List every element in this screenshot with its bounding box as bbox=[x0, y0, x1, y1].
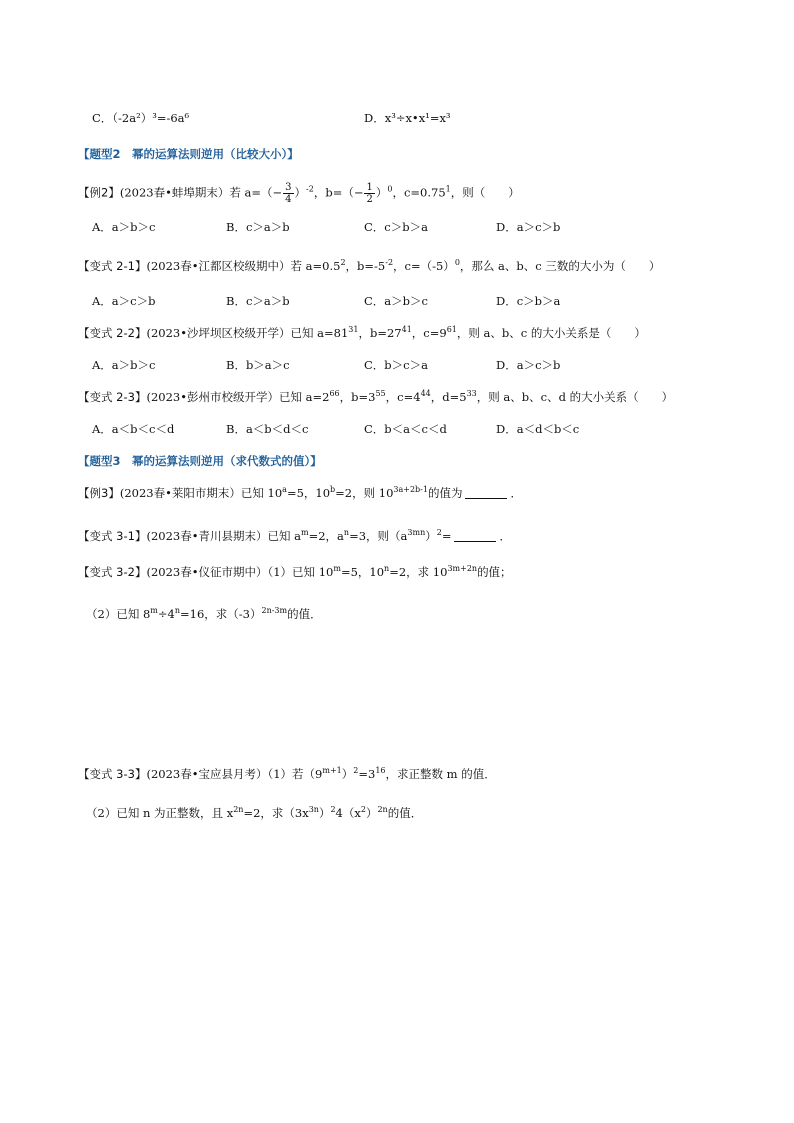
section-title-type3: 【题型3 幂的运算法则逆用（求代数式的值）】 bbox=[78, 454, 322, 468]
variant-3-3-part-2: （2）已知 n 为正整数，且 $x^{2n}=2$，求$(3x^{3n})^24(x^2)^{2n}$的值． bbox=[86, 805, 423, 820]
variant-2-2-option-c: C．b＞c＞a bbox=[364, 358, 428, 372]
variant-3-2-stem: 【变式 3-2】(2023春•仪征市期中）（1）已知 $10^m=5$，$10^n=2$，求 $10^{3m+2n}$的值； bbox=[78, 564, 512, 579]
variant-2-1-label: 【变式 2-1】 bbox=[78, 259, 147, 273]
fraction-one-half: $\frac{1}{2}$ bbox=[366, 182, 373, 205]
variant-2-3-label: 【变式 2-3】 bbox=[78, 390, 147, 404]
variant-2-3-option-c: C．b＜a＜c＜d bbox=[364, 422, 447, 436]
variant-2-2-option-b: B．b＞a＞c bbox=[226, 358, 290, 372]
section-title-type2: 【题型2 幂的运算法则逆用（比较大小）】 bbox=[78, 147, 299, 161]
example-2-source: (2023春•蚌埠期末） bbox=[119, 185, 230, 200]
answer-blank[interactable] bbox=[465, 486, 507, 499]
answer-blank[interactable] bbox=[454, 529, 496, 542]
example-2-option-a: A．a＞b＞c bbox=[92, 220, 156, 234]
variant-2-2-stem: 【变式 2-2】(2023•沙坪坝区校级开学）已知 $a=81^{31}$，$b=27^{41}$，$c=9^{61}$，则 a、b、c 的大小关系是（ ） bbox=[78, 325, 646, 340]
prev-option-c: C．（-2a²）³=-6a⁶ bbox=[92, 111, 190, 125]
variant-3-2-label: 【变式 3-2】 bbox=[78, 565, 147, 579]
variant-3-3-stem: 【变式 3-3】(2023春•宝应县月考）（1）若$(9^{m+1})^2=3^{16}$，求正整数 m 的值． bbox=[78, 766, 496, 781]
variant-2-1-stem: 【变式 2-1】(2023春•江都区校级期中）若 $a=0.5^2$，$b=-5^{-2}$，$c=(-5)^0$，那么 a、b、c 三数的大小为（ ） bbox=[78, 258, 661, 273]
example-3-label: 【例3】 bbox=[78, 486, 120, 500]
fraction-three-quarters: $\frac{3}{4}$ bbox=[285, 182, 292, 205]
variant-3-1-label: 【变式 3-1】 bbox=[78, 529, 147, 543]
variant-2-1-option-c: C．a＞b＞c bbox=[364, 294, 428, 308]
example-2-stem: 【例2】(2023春•蚌埠期末）若 a=（− $\frac{3}{4}$ ）$^{-2}$，b=（− $\frac{1}{2}$ ）$^0$，$c=0.75^1$，则（ ） bbox=[78, 182, 520, 205]
example-2-option-d: D．a＞c＞b bbox=[496, 220, 561, 234]
variant-2-1-option-d: D．c＞b＞a bbox=[496, 294, 561, 308]
variant-3-1-stem: 【变式 3-1】(2023春•青川县期末）已知 $a^m=2$，$a^n=3$，则$(a^{3mn})^2=$ ． bbox=[78, 528, 511, 543]
variant-2-3-option-b: B．a＜b＜d＜c bbox=[226, 422, 309, 436]
prev-option-d: D．x³÷x•x¹=x³ bbox=[364, 111, 451, 125]
variant-2-1-option-b: B．c＞a＞b bbox=[226, 294, 290, 308]
variant-2-2-option-a: A．a＞b＞c bbox=[92, 358, 156, 372]
example-2-option-c: C．c＞b＞a bbox=[364, 220, 428, 234]
variant-2-3-option-a: A．a＜b＜c＜d bbox=[92, 422, 175, 436]
example-3-stem: 【例3】(2023春•莱阳市期末）已知 $10^a=5$，$10^b=2$，则 $10^{3a+2b-1}$的值为 ． bbox=[78, 485, 522, 500]
variant-3-3-label: 【变式 3-3】 bbox=[78, 767, 147, 781]
example-2-option-b: B．c＞a＞b bbox=[226, 220, 290, 234]
example-2-label: 【例2】 bbox=[78, 185, 120, 200]
variant-2-3-stem: 【变式 2-3】(2023•彭州市校级开学）已知 $a=2^{66}$，$b=3^{55}$，$c=4^{44}$，$d=5^{33}$，则 a、b、c、d 的大小关系（ ） bbox=[78, 389, 674, 404]
variant-2-2-label: 【变式 2-2】 bbox=[78, 326, 147, 340]
variant-2-2-option-d: D．a＞c＞b bbox=[496, 358, 561, 372]
variant-2-3-option-d: D．a＜d＜b＜c bbox=[496, 422, 580, 436]
variant-2-1-option-a: A．a＞c＞b bbox=[92, 294, 156, 308]
variant-3-2-part-2: （2）已知 $8^m\div 4^n=16$，求$(-3)^{2n-3m}$的值． bbox=[86, 606, 322, 621]
